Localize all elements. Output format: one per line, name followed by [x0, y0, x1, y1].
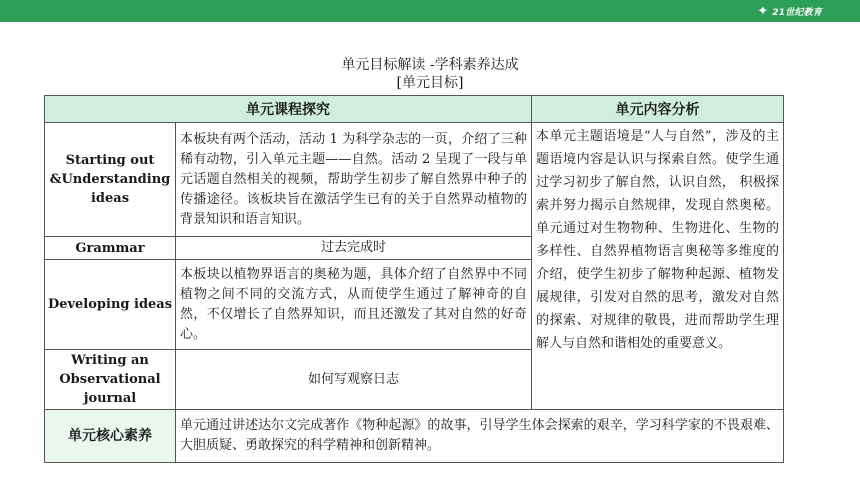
brand-logo — [757, 2, 822, 20]
logo-runner-icon: ✦ — [757, 3, 769, 19]
row-label-developing: Developing ideas — [45, 260, 176, 350]
row-label-grammar: Grammar — [45, 237, 176, 260]
content-analysis-text: 本单元主题语境是“人与自然”，涉及的主题语境内容是认识与探索自然。使学生通过学习初步了解自然，认识自然， 积极探索并努力揭示自然规律，发现自然奥秘。单元通过对生物物种、生物进化、生物的多样性、自然界植物语言奥秘等多维度的介绍，使学生初步了解物种起源、植物发展规律，引发对自然的思考，激发对自然的探索、对规律的敬畏，进而帮助学生理解人与自然和谐相处的重要意义。 — [532, 123, 784, 410]
page-title: 单元目标解读 -学科素养达成 — [341, 57, 519, 73]
unit-goals-table — [44, 95, 784, 463]
row-text-starting-out: 本板块有两个活动，活动 1 为科学杂志的一页，介绍了三种稀有动物，引入单元主题——自然。活动 2 呈现了一段与单元话题自然相关的视频，帮助学生初步了解自然界中种子的传播途径。该板块旨在激活学生已有的关于自然界动植物的背景知识和语言知识。 — [176, 123, 532, 237]
row-text-grammar: 过去完成时 — [176, 237, 532, 260]
header-course-exploration: 单元课程探究 — [45, 96, 532, 123]
row-label-starting-out: Starting out &Understanding ideas — [45, 123, 176, 237]
page-subtitle: [单元目标] — [396, 75, 464, 91]
logo-text: 21世纪教育 — [772, 7, 822, 18]
row-label-writing: Writing an Observational journal — [45, 350, 176, 410]
header-content-analysis: 单元内容分析 — [532, 96, 784, 123]
row-text-core-literacy: 单元通过讲述达尔文完成著作《物种起源》的故事，引导学生体会探索的艰辛，学习科学家的不畏艰难、大胆质疑、勇敢探究的科学精神和创新精神。 — [176, 410, 784, 463]
row-text-writing: 如何写观察日志 — [176, 350, 532, 410]
row-text-developing: 本板块以植物界语言的奥秘为题，具体介绍了自然界中不同植物之间不同的交流方式，从而使学生通过了解神奇的自然，不仅增长了自然界知识，而且还激发了其对自然的好奇心。 — [176, 260, 532, 350]
top-banner — [0, 0, 860, 22]
row-label-core-literacy: 单元核心素养 — [45, 410, 176, 463]
